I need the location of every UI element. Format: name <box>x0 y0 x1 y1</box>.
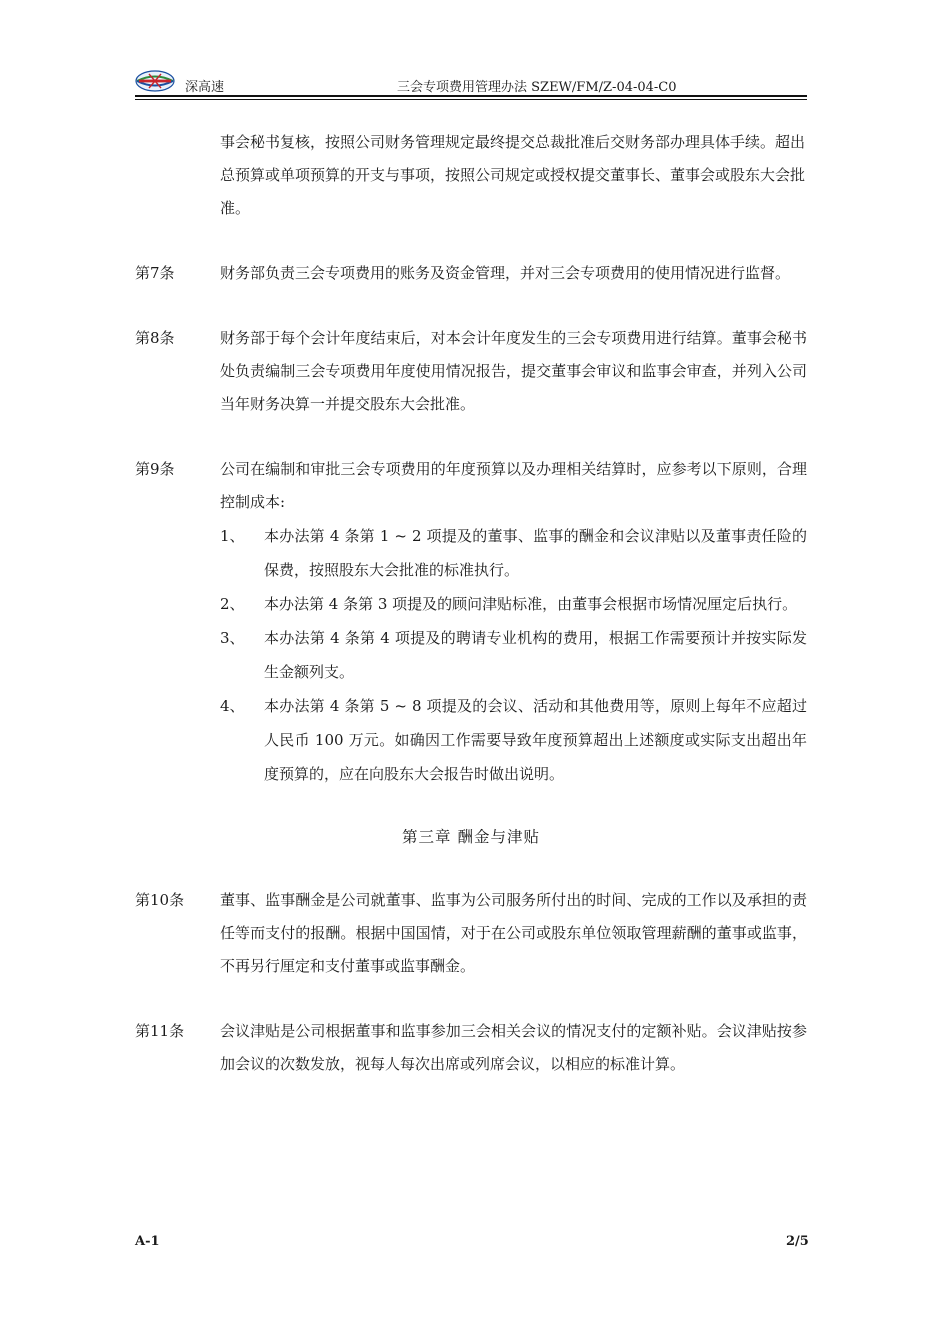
article-number: 第11条 <box>135 1022 185 1040</box>
article-7 <box>135 257 807 290</box>
company-logo-icon <box>135 70 175 92</box>
article-text: 财务部于每个会计年度结束后，对本会计年度发生的三会专项费用进行结算。董事会秘书处负责编制三会专项费用年度使用情况报告，提交董事会审议和监事会审查，并列入公司当年财务决算一并提交股东大会批准。 <box>220 329 807 413</box>
article-11 <box>135 1015 807 1081</box>
article-number: 第10条 <box>135 891 185 909</box>
article-body <box>220 453 807 791</box>
document-title: 三会专项费用管理办法 SZEW/FM/Z-04-04-C0 <box>397 80 677 95</box>
list-item-text: 本办法第 4 条第 4 项提及的聘请专业机构的费用，根据工作需要预计并按实际发生金额列支。 <box>264 629 807 681</box>
article-text: 公司在编制和审批三会专项费用的年度预算以及办理相关结算时，应参考以下原则，合理控制成本: <box>220 460 807 511</box>
article-number: 第7条 <box>135 264 175 282</box>
article-10 <box>135 884 807 983</box>
page-header <box>135 66 807 98</box>
list-item-text: 本办法第 4 条第 1 ~ 2 项提及的董事、监事的酬金和会议津贴以及董事责任险的保费，按照股东大会批准的标准执行。 <box>264 527 807 579</box>
article-9 <box>135 453 807 791</box>
list-item-text: 本办法第 4 条第 3 项提及的顾问津贴标准，由董事会根据市场情况厘定后执行。 <box>264 595 798 613</box>
page-body <box>135 126 807 1113</box>
list-item-number: 3、 <box>220 629 245 647</box>
list-item-number: 1、 <box>220 527 245 545</box>
list-item <box>220 587 807 621</box>
page-number: 2/5 <box>786 1234 809 1249</box>
article-text: 会议津贴是公司根据董事和监事参加三会相关会议的情况支付的定额补贴。会议津贴按参加会议的次数发放，视每人每次出席或列席会议，以相应的标准计算。 <box>220 1022 807 1073</box>
continuation-paragraph: 事会秘书复核，按照公司财务管理规定最终提交总裁批准后交财务部办理具体手续。超出总预算或单项预算的开支与事项，按照公司规定或授权提交董事长、董事会或股东大会批准。 <box>220 133 806 217</box>
article-text: 财务部负责三会专项费用的账务及资金管理，并对三会专项费用的使用情况进行监督。 <box>220 264 791 282</box>
list-item-number: 4、 <box>220 697 245 715</box>
list-item <box>220 519 807 587</box>
principle-list <box>220 519 807 791</box>
list-item-number: 2、 <box>220 595 245 613</box>
header-rule-thick <box>135 95 807 97</box>
article-number: 第8条 <box>135 329 175 347</box>
article-8 <box>135 322 807 421</box>
header-rule-thin <box>135 99 807 100</box>
list-item-text: 本办法第 4 条第 5 ~ 8 项提及的会议、活动和其他费用等，原则上每年不应超过人民币 100 万元。如确因工作需要导致年度预算超出上述额度或实际支出超出年度预算的，应在向股东大会报告时做出说明。 <box>264 697 807 783</box>
list-item <box>220 689 807 791</box>
footer-code: A-1 <box>135 1234 160 1249</box>
chapter-heading: 第三章 酬金与津贴 <box>402 828 540 846</box>
article-text: 董事、监事酬金是公司就董事、监事为公司服务所付出的时间、完成的工作以及承担的责任等而支付的报酬。根据中国国情，对于在公司或股东单位领取管理薪酬的董事或监事，不再另行厘定和支付董事或监事酬金。 <box>220 891 807 975</box>
list-item <box>220 621 807 689</box>
article-number: 第9条 <box>135 460 175 478</box>
company-name: 深高速 <box>185 80 225 95</box>
